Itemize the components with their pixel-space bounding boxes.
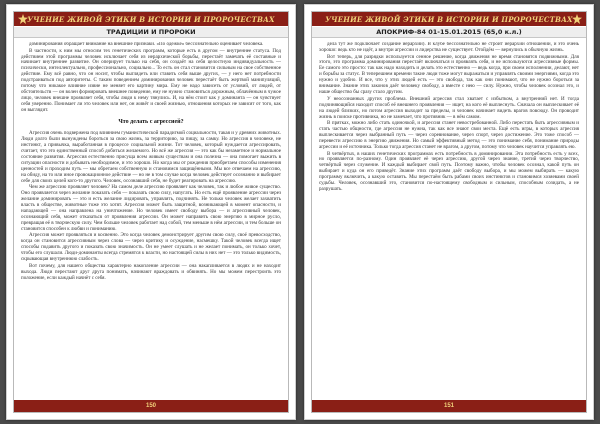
paragraph: доминирования обращает внимание на внешние признаки. «По одёжке» бессознательно оценивает человека. [29,42,264,47]
header-banner [312,12,586,26]
book-title: УЧЕНИЕ ЖИВОЙ ЭТИКИ В ИСТОРИИ И ПРОРОЧЕСТВАХ [325,14,573,24]
paragraph: В частности, к ним мы относим тех генетических программ, которые есть в другом — внутреннее статуса. Под действием этой программы человек исключает себя из иерархической борьбы, перестаёт замечать её составные и начинает внутреннее развитие. Он оперирует только на себя, он создаёт на себя целостную индивидуальность — психически, интеллектуально, профессионально, социально... То есть он стал становится сильным на свое собственное действие. Ему всё равно, что он носит, чтобы выглядеть или ставить себя выше других, — у него нет потребности подстраиваться под авторитеты. С таким поведением доминирования человек перестаёт быть жертвой манипуляций, потому что никакое влияние извне не меняет его картину мира. Ему не надо зависеть от условий, от людей, от обстоятельств — он волен формировать внешнее поведение, ему не нужно становиться дорожным, облачённым в чужое лицо, человек внешне проявляет себя, чтобы люди к нему тянулись. И, на нём стоит как у доминанта — он чувствует себя уверенно. Понимает ли это человек или нет, он живёт и своей жизнью, отношения которых не зависят от того, как он выглядит. [21,47,281,114]
page-body [21,42,281,399]
header-banner [14,12,288,26]
paragraph: Вот почему, для нашего общества характерно накопление агрессии — она накапливается в людях и не находит выхода. Люди перестают друг друга понимать, начинают враждовать и обвинять. Но мы можем перестроить это положение, если каждый начнёт с себя. [21,262,281,281]
book-title: УЧЕНИЕ ЖИВОЙ ЭТИКИ В ИСТОРИИ И ПРОРОЧЕСТВАХ [27,14,275,24]
page-number: 150 [145,403,156,409]
paragraph: В прятках, можно либо стать одиночкой, и агрессия станет невостребованной. Либо перестать быть агрессивным и стать частью общности, где агрессия не нужна, так как все знают свои места. Ещё есть игры, в которых агрессия выплескивается через выбранный путь — через соревнование, через спорт, через достижение. Это тоже способ — перевести агрессию в энергию движения. Но самый эффективный метод — это понимание себя, понимание природы агрессии и её источника. Только тогда агрессия станет не врагом, а другом, потому что человек научится управлять ею. [319,120,579,150]
paragraph: Вот теперь, для разрядки используется сенное решение, когда движения не время становятся подвижными. Для этого, это программа доминирования перестаёт включаться и проявлять себя, и не используются агрессивные формы. Ее самого это просто: так как надо находить и делать это естественно — ведь когда, при своем исполнении, делают, нет и борьбы за статус. В теперешнем времени такие люди тоже могут выражаться и управлять своими энергиями, когда это нужно и удобно. И все, что у этих людей есть — это свобода, так как они понимают, что не нужно бороться за внимание. Знание этих законов даёт человеку свободу, а вместе с нею — силу. Нужно, чтобы человек осознал это, и наше общество бы сразу стало другим. [319,53,579,96]
paragraph: Чем же агрессию проявляет человек? На самом деле агрессию проявляет как человек, так и любое живое существо. Оно проявляется через желание показать себя — показать свою силу, напугать. Но есть ещё проявление агрессии через желание доминировать — это и есть желание лидировать, управлять, подчинять. Не только человек желает захватить власть в обществе, животные тоже это хотят. Агрессия может быть защитной, возникающей в момент опасности, и нападающей — она направлена на уничтожение. Но человек имеет свободу выбора — и агрессивный человек, осознающий себя, может отказаться от проявления агрессии. Он может направить свою энергию в мирное русло, превращая её в творческую силу. Чем больше человек работает над собой, тем меньше в нём агрессии, и тем больше он становится способен к любви и пониманию. [21,184,281,232]
section-heading: Что делать с агрессией? [118,119,184,126]
footer-bar [312,400,586,412]
paragraph: Агрессия может проявляться и косвенно. Это когда человек демонстрирует другим свою силу, своё превосходство, когда он становится агрессивным через слова — через критику и осуждение, насмешку. Такой человек всегда ищет способы подавить другого и показать свою значимость. Он не умеет слушать и не желает понимать, он только хочет, чтобы его слушали. Люди-доминанты всегда стремятся к власти, но настоящей силы в них нет — это только видимость, скрывающая внутреннюю слабость. [21,232,281,263]
page-body [319,42,579,399]
paragraph: В четвёртых, в наших генетических программах есть потребность в доминировании. Эта потребность есть у всех, но проявляется по-разному. Один проявляет её через агрессию, другой через знание, третий через творчество, четвёртый через служение. И каждый выбирает свой путь. Поэтому важно, чтобы человек осознал, какой путь он выбирает и куда он его приведёт. Знание этих программ даёт свободу выбора, и мы можем выбирать — какую программу включить, а какую оставить. Мы перестаём быть рабами своих инстинктов и становимся хозяевами своей судьбы. Человек, осознавший это, становится по-настоящему свободным и сильным, способным созидать, а не разрушать. [319,150,579,193]
paragraph: дела тут же подключает создание иерархий). В клубе бессознательно не строит иерархии отношений, и это очень хорошо: ведь кто не идёт, а внутри агрессии и лидерства не существует. Отойдём — вернулись в обычную жизнь. [319,42,579,53]
left-page [6,4,296,420]
right-page [304,4,594,420]
section-title: ТРАДИЦИИ И ПРОРОКИ [14,27,288,38]
footer-bar [14,400,288,412]
paragraph: Агрессия очень подвержена под влиянием гуманистической парадигмой социальности, такая и у древних животных. Люди долго были вынуждены бороться за свою жизнь, за территорию, за пищу, за самку. Но агрессия в человеке, не инстинкт, а привычка, выработанная в процессе социальной жизни. Тот человек, который нуждается агрессировать, считает, что это единственный способ добиться желаемого. Но всё же агрессия — это как бы незаметное и нормальное состояние развития. Агрессия естественно присуща всем живым существам и она полезна — она помогает выжить в ситуации опасности и добывать необходимое, и это хорошо. Но когда мы от рождения приобретаем способы изменения ценностей и проходим путь — мы обретаем собственную и становимся защищёнными. Мы все отвечаем на агрессию, на обиду, на то или иное провокационное действие — но не в том случае когда человек действует осознанно и выбирает себе для своих целей кого-то другого. Человек, осознавший себя, не будет реагировать на агрессию. [21,129,281,184]
section-title: АПОКРИФ-84 01-15.01.2015 (65,0 к.л.) [312,27,586,38]
emblem-icon [572,14,582,24]
paragraph: У неосознанных других проблема. Внешний агрессия стал хватает с избытком, а внутренний нет. И тогда подчиняющийся находит способ её внешнего проявления — ищет, на кого её выплеснуть. Сначала он выплескивает её на людей близких, но потом агрессия выходит за пределы, и человек начинает видеть врагов повсюду. Он проводит жизнь в поиске противника, но не замечает, что противник — в нём самом. [319,95,579,120]
page-number: 151 [443,403,454,409]
